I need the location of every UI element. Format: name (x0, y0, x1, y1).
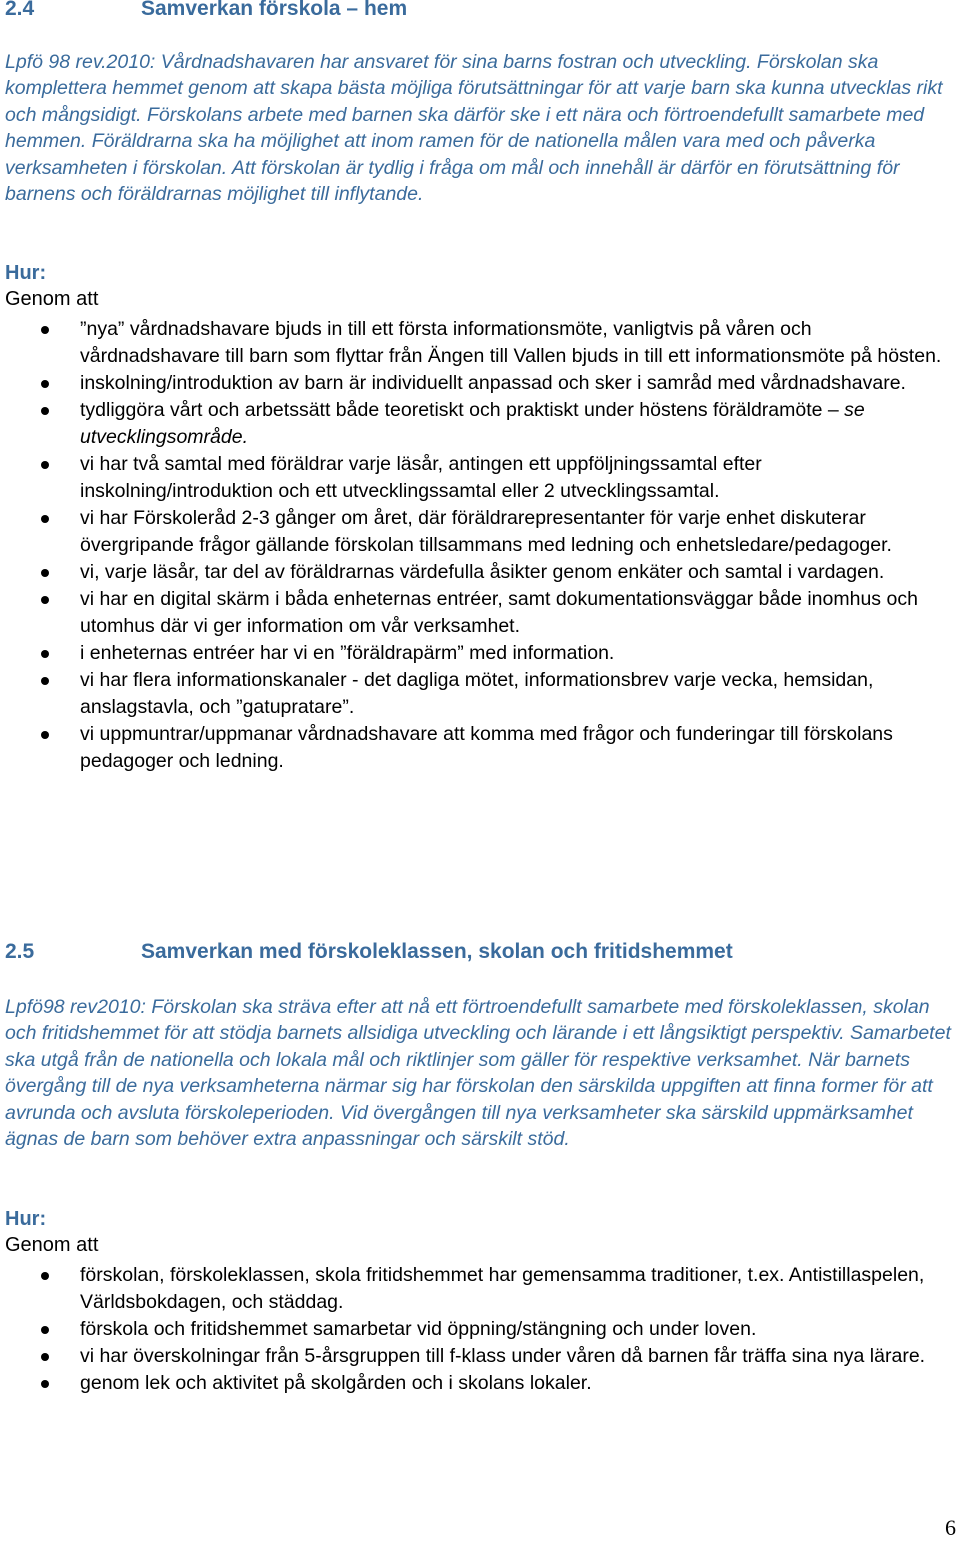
list-item-reference: se utvecklingsområde. (80, 399, 865, 448)
bullet-icon (41, 1272, 49, 1280)
hur-label: Hur: (5, 1208, 47, 1230)
section-heading (5, 940, 733, 964)
section-heading (5, 0, 407, 21)
list-item-text: vi har en digital skärm i båda enheternas entréer, samt dokumentationsväggar både inomhus och utomhus där vi ger information om vår verksamhet. (80, 588, 918, 637)
list-item (0, 1370, 945, 1397)
list-item-text: i enheternas entréer har vi en ”föräldrapärm” med information. (80, 642, 615, 664)
list-item-text: genom lek och aktivitet på skolgården och i skolans lokaler. (80, 1372, 592, 1394)
bullet-icon (41, 1353, 49, 1361)
bullet-list (0, 1262, 945, 1397)
bullet-icon (41, 569, 49, 577)
list-item-text: förskola och fritidshemmet samarbetar vid öppning/stängning och under loven. (80, 1318, 757, 1340)
list-item (0, 559, 945, 586)
list-item (0, 721, 945, 775)
page-number: 6 (945, 1515, 956, 1540)
hur-label: Hur: (5, 262, 47, 284)
bullet-icon (41, 461, 49, 469)
bullet-icon (41, 650, 49, 658)
list-item (0, 451, 945, 505)
list-item-text: vi, varje läsår, tar del av föräldrarnas värdefulla åsikter genom enkäter och samtal i vardagen. (80, 561, 885, 583)
bullet-list (0, 316, 945, 775)
list-item (0, 667, 945, 721)
list-item-text: vi har Förskoleråd 2-3 gånger om året, där föräldrarepresentanter för varje enhet diskuterar övergripande frågor gällande förskolan tillsammans med ledning och enhetsledare/pedagoger. (80, 507, 892, 556)
list-item-text: förskolan, förskoleklassen, skola fritidshemmet har gemensamma traditioner, t.ex. Antistillaspelen, Världsbokdagen, och städdag. (80, 1264, 925, 1313)
bullet-icon (41, 380, 49, 388)
list-item (0, 1343, 945, 1370)
list-item (0, 316, 945, 370)
list-item (0, 640, 945, 667)
list-item (0, 1316, 945, 1343)
bullet-icon (41, 677, 49, 685)
bullet-icon (41, 596, 49, 604)
list-item-text: ”nya” vårdnadshavare bjuds in till ett första informationsmöte, vanligtvis på våren och vårdnadshavare till barn som flyttar från Ängen till Vallen bjuds in till ett informationsmöte på hösten. (80, 318, 942, 367)
bullet-icon (41, 1380, 49, 1388)
bullet-icon (41, 515, 49, 523)
list-item (0, 397, 945, 451)
bullet-icon (41, 407, 49, 415)
section-title: Samverkan med förskoleklassen, skolan och fritidshemmet (141, 940, 733, 963)
curriculum-quote: Lpfö98 rev2010: Förskolan ska sträva efter att nå ett förtroendefullt samarbete med förskoleklassen, skolan och fritidshemmet för att stödja barnets allsidiga utveckling och lärande i ett långsiktigt perspektiv. Samarbetet ska utgå från de nationella och lokala mål och riktlinjer som gäller för respektive verksamhet. När barnets övergång till de nya verksamheterna närmar sig har förskolan den särskilda uppgiften att finna former för att avrunda och avsluta förskoleperioden. Vid övergången till nya verksamheter ska särskild uppmärksamhet ägnas de barn som behöver extra anpassningar och särskilt stöd. (5, 996, 951, 1151)
list-item-text: vi har överskolningar från 5-årsgruppen till f-klass under våren då barnen får träffa sina nya lärare. (80, 1345, 926, 1367)
list-item-text: inskolning/introduktion av barn är individuellt anpassad och sker i samråd med vårdnadshavare. (80, 372, 906, 394)
bullet-icon (41, 731, 49, 739)
curriculum-quote: Lpfö 98 rev.2010: Vårdnadshavaren har ansvaret för sina barns fostran och utveckling. Förskolan ska komplettera hemmet genom att skapa bästa möjliga förutsättningar för att varje barn ska kunna utvecklas rikt och mångsidigt. Förskolans arbete med barnen ska därför ske i ett nära och förtroendefullt samarbete med hemmen. Föräldrarna ska ha möjlighet att inom ramen för de nationella målen vara med och påverka verksamheten i förskolan. Att förskolan är tydlig i fråga om mål och innehåll är därför en förutsättning för barnens och föräldrarnas möjlighet till inflytande. (5, 51, 943, 206)
bullet-icon (41, 1326, 49, 1334)
list-item-text: tydliggöra vårt och arbetssätt både teoretiskt och praktiskt under höstens föräldramöte – (80, 399, 845, 421)
list-item-text: vi har två samtal med föräldrar varje läsår, antingen ett uppföljningssamtal efter inskolning/introduktion och ett utvecklingssamtal eller 2 utvecklingssamtal. (80, 453, 762, 502)
genom-att-label: Genom att (5, 1234, 99, 1256)
section-number: 2.4 (5, 0, 35, 20)
list-item-text: vi har flera informationskanaler - det dagliga mötet, informationsbrev varje vecka, hemsidan, anslagstavla, och ”gatupratare”. (80, 669, 874, 718)
section-title: Samverkan förskola – hem (141, 0, 408, 20)
list-item (0, 586, 945, 640)
list-item-text: vi uppmuntrar/uppmanar vårdnadshavare att komma med frågor och funderingar till förskolans pedagoger och ledning. (80, 723, 893, 772)
list-item (0, 370, 945, 397)
section-number: 2.5 (5, 940, 35, 963)
list-item (0, 505, 945, 559)
genom-att-label: Genom att (5, 288, 99, 310)
bullet-icon (41, 326, 49, 334)
list-item (0, 1262, 945, 1316)
